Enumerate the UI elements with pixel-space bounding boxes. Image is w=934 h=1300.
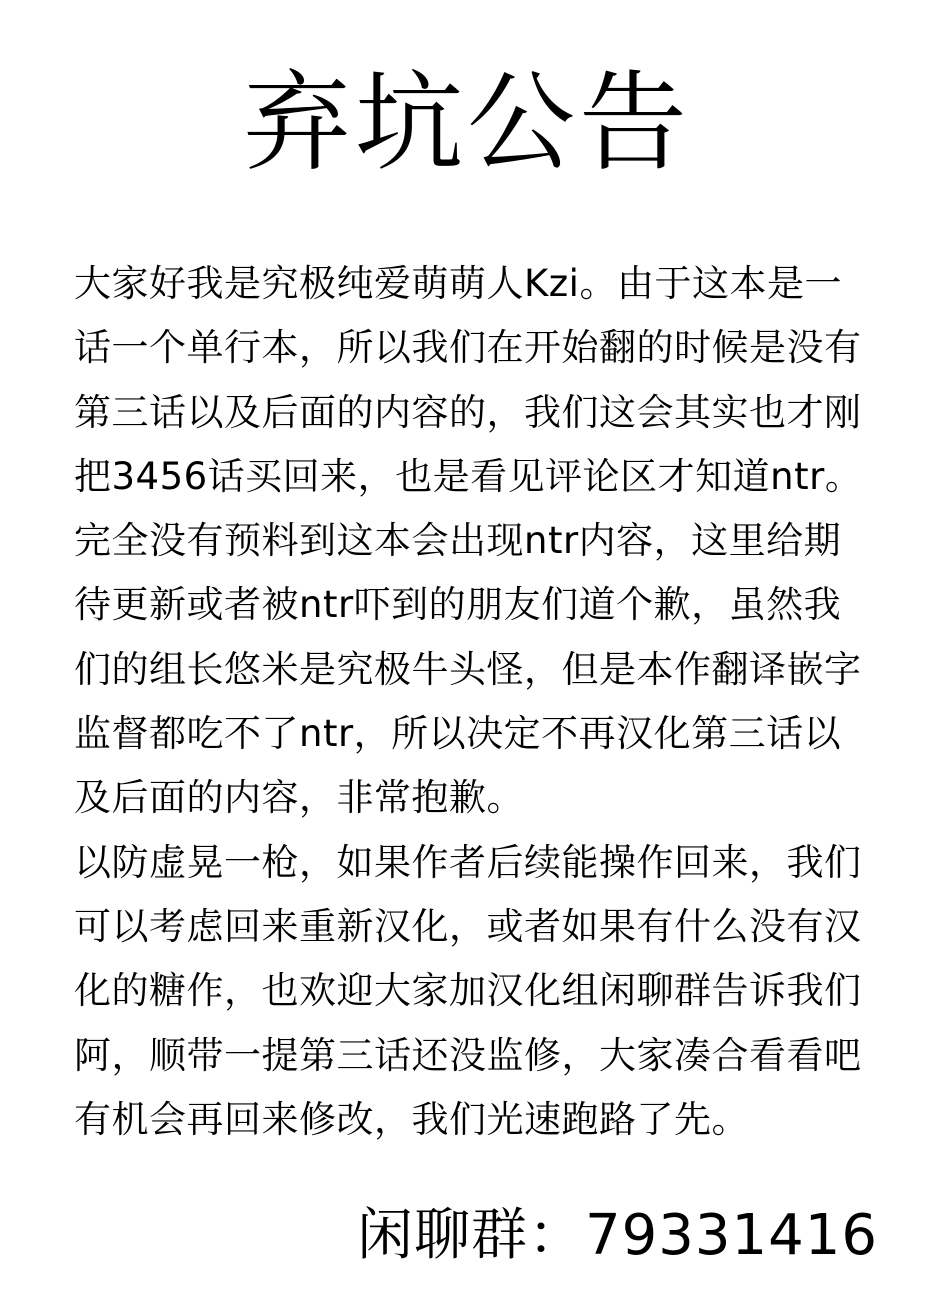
body-line: 完全没有预料到这本会出现ntr内容，这里给期 (74, 519, 842, 563)
body-line: 及后面的内容，非常抱歉。 (74, 776, 524, 820)
body-line: 话一个单行本，所以我们在开始翻的时候是没有 (74, 326, 862, 370)
body-line: 有机会再回来修改，我们光速跑路了先。 (74, 1097, 749, 1141)
announcement-body (74, 252, 880, 1152)
body-line: 第三话以及后面的内容的，我们这会其实也才刚 (74, 390, 862, 434)
body-line: 以防虚晃一枪，如果作者后续能操作回来，我们 (74, 840, 862, 884)
body-line: 监督都吃不了ntr，所以决定不再汉化第三话以 (74, 712, 842, 756)
body-line: 可以考虑回来重新汉化，或者如果有什么没有汉 (74, 904, 862, 948)
body-line: 们的组长悠米是究极牛头怪，但是本作翻译嵌字 (74, 647, 862, 691)
body-line: 大家好我是究极纯爱萌萌人Kzi。由于这本是一 (74, 262, 842, 305)
body-line: 化的糖作，也欢迎大家加汉化组闲聊群告诉我们 (74, 969, 862, 1013)
body-line: 阿，顺带一提第三话还没监修，大家凑合看看吧 (74, 1033, 862, 1077)
body-line: 把3456话买回来，也是看见评论区才知道ntr。 (74, 454, 863, 498)
chat-group-number: 闲聊群：79331416 (356, 1203, 878, 1268)
announcement-title: 弃坑公告 (242, 61, 691, 186)
body-line: 待更新或者被ntr吓到的朋友们道个歉，虽然我 (74, 583, 842, 627)
